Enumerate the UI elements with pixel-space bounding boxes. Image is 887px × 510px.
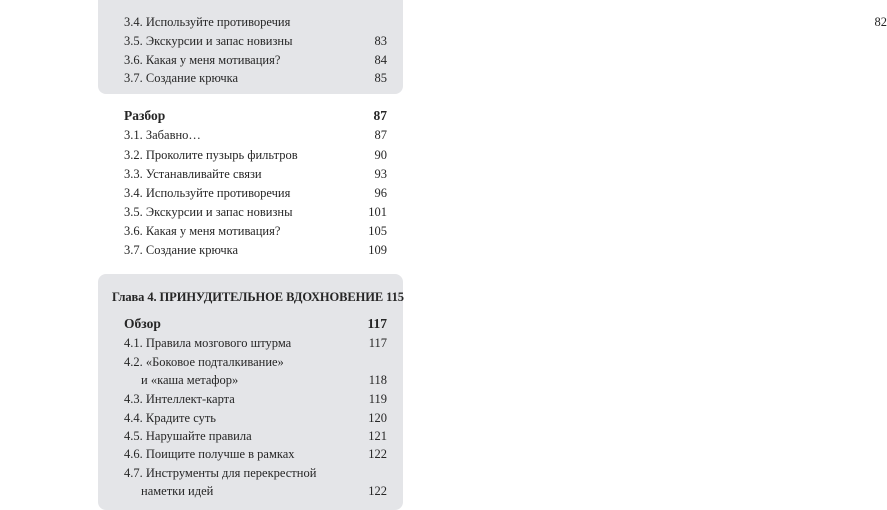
toc-entry-page: 87 (374, 128, 387, 142)
toc-entry-page: 122 (368, 447, 387, 461)
toc-entry-label: 3.2. Проколите пузырь фильтров (124, 148, 298, 162)
toc-entry-page: 117 (368, 336, 387, 350)
toc-entry-label: 4.7. Инструменты для перекрестной (124, 466, 317, 480)
toc-entry-label: 3.5. Экскурсии и запас новизны (124, 34, 293, 48)
toc-entry-page: 122 (368, 484, 387, 498)
toc-entry-page: 118 (368, 373, 387, 387)
toc-entry-page: 109 (368, 243, 387, 257)
chapter-title: Глава 4. ПРИНУДИТЕЛЬНОЕ ВДОХНОВЕНИЕ 115 (112, 290, 404, 304)
toc-entry-page: 93 (374, 167, 387, 181)
toc-entry-label: 3.6. Какая у меня мотивация? (124, 224, 281, 238)
toc-entry-label: 4.2. «Боковое подталкивание» (124, 355, 284, 369)
toc-entry-page: 82 (874, 15, 887, 29)
section-title: Разбор (124, 108, 166, 123)
toc-entry-page: 121 (368, 429, 387, 443)
toc-entry-label-continued: и «каша метафор» (141, 373, 239, 387)
toc-entry-page: 85 (374, 71, 387, 85)
toc-entry-label: 3.4. Используйте противоречия (124, 15, 291, 29)
toc-entry-label: 3.1. Забавно… (124, 128, 201, 142)
toc-entry-label: 3.5. Экскурсии и запас новизны (124, 205, 293, 219)
toc-entry-page: 120 (368, 411, 387, 425)
toc-entry-label: 3.6. Какая у меня мотивация? (124, 53, 281, 67)
toc-entry-page: 105 (368, 224, 387, 238)
section-title: Обзор (124, 316, 161, 331)
toc-entry-label: 3.7. Создание крючка (124, 243, 239, 257)
toc-entry-page: 101 (368, 205, 387, 219)
toc-entry-label: 4.4. Крадите суть (124, 411, 216, 425)
toc-entry-label: 4.5. Нарушайте правила (124, 429, 252, 443)
toc-entry-page: 84 (374, 53, 387, 67)
toc-entry-page: 119 (368, 392, 387, 406)
toc-entry-label: 4.1. Правила мозгового штурма (124, 336, 292, 350)
toc-entry-page: 83 (374, 34, 387, 48)
section-page: 87 (373, 108, 387, 123)
toc-entry-page: 96 (374, 186, 387, 200)
toc-entry-label: 3.3. Устанавливайте связи (124, 167, 262, 181)
toc-entry-page: 90 (374, 148, 387, 162)
toc-entry-label: 3.4. Используйте противоречия (124, 186, 291, 200)
section-page: 117 (367, 316, 387, 331)
toc-entry-label: 3.7. Создание крючка (124, 71, 239, 85)
toc-entry-label: 4.3. Интеллект-карта (124, 392, 235, 406)
toc-entry-label-continued: наметки идей (141, 484, 214, 498)
toc-entry-label: 4.6. Поищите получше в рамках (124, 447, 295, 461)
